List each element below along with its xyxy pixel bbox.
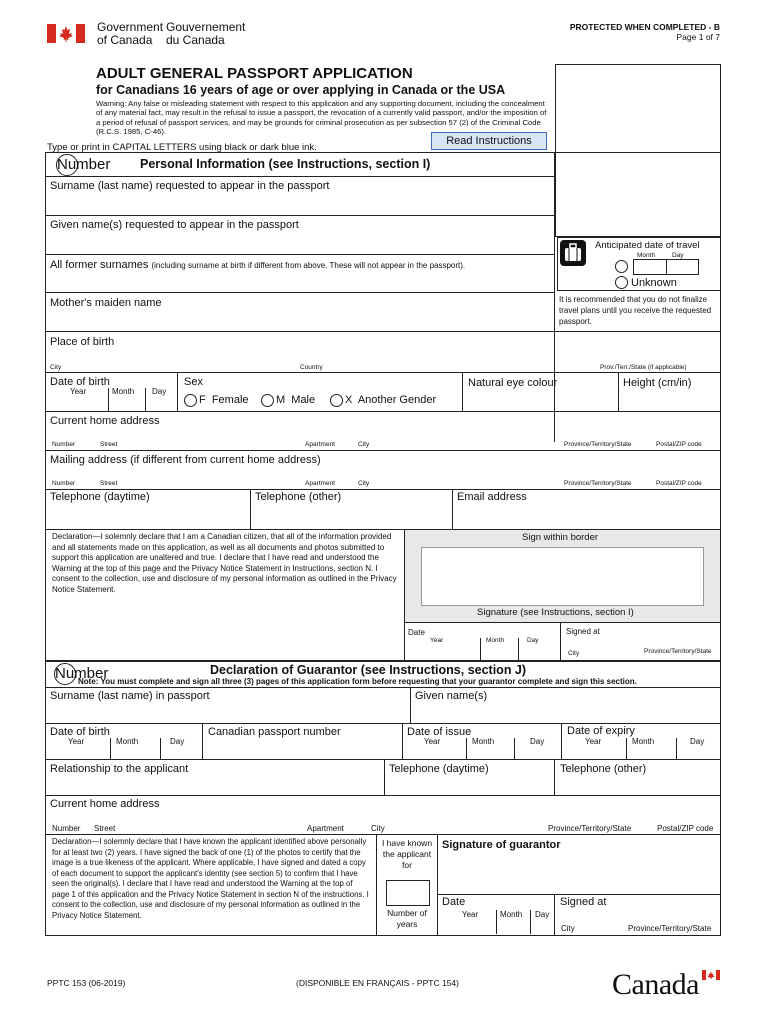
mail-postal-label: Postal/ZIP code bbox=[656, 480, 702, 487]
home-number-label: Number bbox=[52, 441, 76, 448]
num-years-line-1: Number of bbox=[387, 908, 427, 918]
former-surnames-label bbox=[50, 259, 465, 272]
g-city-label: City bbox=[371, 824, 385, 833]
mail-apartment-label: Apartment bbox=[305, 480, 335, 487]
tel-other-label: Telephone (other) bbox=[255, 491, 342, 503]
sex-male-label: M Male bbox=[276, 394, 316, 406]
french-version-note: (DISPONIBLE EN FRANÇAIS - PPTC 154) bbox=[296, 978, 459, 988]
height-field[interactable] bbox=[620, 390, 720, 410]
g-province-label: Province/Territory/State bbox=[548, 824, 632, 833]
travel-day-label: Day bbox=[672, 252, 684, 259]
g-dob-day-label: Day bbox=[170, 737, 185, 746]
g-issue-year-label: Year bbox=[424, 737, 441, 746]
canada-wordmark bbox=[612, 968, 722, 1002]
g-issue-day-label: Day bbox=[530, 737, 545, 746]
type-print-instruction: Type or print in CAPITAL LETTERS using black or dark blue ink. bbox=[47, 142, 317, 153]
dob-month-label: Month bbox=[112, 387, 135, 396]
g-passport-field[interactable] bbox=[204, 738, 400, 759]
form-code: PPTC 153 (06-2019) bbox=[47, 978, 126, 988]
tel-day-label: Telephone (daytime) bbox=[50, 491, 150, 503]
travel-month-label: Month bbox=[637, 252, 656, 259]
eye-colour-label: Natural eye colour bbox=[468, 377, 558, 389]
home-address-field[interactable] bbox=[46, 427, 720, 439]
g-given-label: Given name(s) bbox=[415, 690, 488, 702]
g-street-label: Street bbox=[94, 824, 116, 833]
section2-title: Declaration of Guarantor (see Instructions, section J) bbox=[210, 663, 527, 677]
g-issue-field[interactable] bbox=[404, 747, 558, 759]
gov-en-1: Government bbox=[97, 20, 164, 34]
g-dob-label: Date of birth bbox=[50, 726, 110, 738]
read-instructions-button[interactable]: Read Instructions bbox=[431, 132, 547, 150]
mail-city-label: City bbox=[358, 480, 370, 487]
g-tel-other-label: Telephone (other) bbox=[560, 763, 647, 775]
height-label bbox=[623, 377, 691, 389]
travel-unknown-label: Unknown bbox=[631, 277, 677, 289]
mail-street-label: Street bbox=[100, 480, 118, 487]
maiden-name-label: Mother's maiden name bbox=[50, 297, 162, 309]
g-expiry-day-label: Day bbox=[690, 737, 705, 746]
eye-colour-field[interactable] bbox=[464, 390, 616, 410]
maiden-name-field[interactable] bbox=[46, 309, 553, 329]
former-surnames-text: All former surnames bbox=[50, 259, 149, 271]
known-label bbox=[378, 838, 436, 871]
g-number-label: Number bbox=[52, 824, 81, 833]
g-passport-label: Canadian passport number bbox=[208, 726, 341, 738]
g-sig-year-label: Year bbox=[462, 910, 479, 919]
gov-en-2: of Canada bbox=[97, 33, 153, 47]
signature-label: Signature (see Instructions, section I) bbox=[477, 607, 634, 618]
signed-city-label: City bbox=[568, 650, 580, 657]
wordmark-flag-icon bbox=[702, 970, 720, 980]
home-province-label: Province/Territory/State bbox=[564, 441, 632, 448]
travel-note: It is recommended that you do not finalize travel plans until you receive the requested passport. bbox=[559, 295, 712, 326]
height-unit: (cm/in) bbox=[657, 377, 692, 389]
canada-wordmark-text: Canada bbox=[612, 968, 699, 1001]
sex-x-label: X Another Gender bbox=[345, 394, 437, 406]
travel-unknown-radio[interactable] bbox=[615, 276, 628, 289]
gov-en bbox=[97, 21, 163, 47]
g-address-label: Current home address bbox=[50, 798, 160, 810]
given-names-field[interactable] bbox=[46, 231, 553, 253]
g-expiry-label: Date of expiry bbox=[567, 725, 635, 737]
warning-text: Warning: Any false or misleading statement with respect to this application and any supporting document, including the concealment of any material fact, may result in the refusal to issue a passport, the revocation of a currently valid passport, and/or the imposition of a period of refusal of passport services, and may be grounds for criminal prosecution as per subsection 57 (2) of the Criminal Code (R.C.S. 1985, C-46). bbox=[96, 99, 547, 136]
g-sig-month-label: Month bbox=[500, 910, 523, 919]
g-expiry-year-label: Year bbox=[585, 737, 602, 746]
protected-label: PROTECTED WHEN COMPLETED - B bbox=[569, 22, 720, 32]
g-dob-month-label: Month bbox=[116, 737, 139, 746]
mailing-address-label: Mailing address (if different from current home address) bbox=[50, 454, 321, 466]
known-years-field[interactable] bbox=[386, 880, 430, 906]
place-birth-label: Place of birth bbox=[50, 336, 115, 348]
tel-other-field[interactable] bbox=[252, 503, 450, 528]
g-sig-day-label: Day bbox=[535, 910, 550, 919]
gov-fr-2: du Canada bbox=[166, 33, 225, 47]
g-dob-year-label: Year bbox=[68, 737, 85, 746]
dob-day-label: Day bbox=[152, 387, 167, 396]
mail-province-label: Province/Territory/State bbox=[564, 480, 632, 487]
num-years-line-2: years bbox=[396, 919, 418, 929]
known-line-2: the applicant bbox=[382, 849, 432, 859]
g-signed-prov-label: Province/Territory/State bbox=[628, 924, 712, 933]
g-signed-city-label: City bbox=[561, 924, 575, 933]
gov-fr bbox=[166, 21, 245, 47]
sex-x-radio[interactable] bbox=[330, 394, 343, 407]
g-relationship-label: Relationship to the applicant bbox=[50, 763, 189, 775]
section1-title: Personal Information (see Instructions, section I) bbox=[140, 157, 431, 171]
section2-note: Note: You must complete and sign all three (3) pages of this application form before requesting that your guarantor complete and sign this section. bbox=[78, 677, 637, 686]
luggage-icon bbox=[560, 240, 586, 266]
sex-label: Sex bbox=[184, 376, 203, 388]
anticipated-travel-label: Anticipated date of travel bbox=[595, 240, 700, 251]
home-city-label: City bbox=[358, 441, 370, 448]
g-postal-label: Postal/ZIP code bbox=[657, 824, 714, 833]
g-given-field[interactable] bbox=[412, 702, 720, 722]
sex-female-radio[interactable] bbox=[184, 394, 197, 407]
surname-label: Surname (last name) requested to appear in the passport bbox=[50, 180, 330, 192]
form-subtitle: for Canadians 16 years of age or over applying in Canada or the USA bbox=[96, 83, 506, 97]
g-issue-month-label: Month bbox=[472, 737, 495, 746]
former-surnames-field[interactable] bbox=[46, 272, 553, 290]
sex-female-label: F Female bbox=[199, 394, 249, 406]
known-line-3: for bbox=[402, 860, 412, 870]
home-street-label: Street bbox=[100, 441, 118, 448]
sex-male-radio[interactable] bbox=[261, 394, 274, 407]
sign-within-label: Sign within border bbox=[522, 532, 599, 543]
form-title: ADULT GENERAL PASSPORT APPLICATION bbox=[96, 65, 413, 82]
g-apartment-label: Apartment bbox=[307, 824, 344, 833]
section1-number: Number bbox=[56, 154, 78, 176]
travel-date-radio[interactable] bbox=[615, 260, 628, 273]
surname-field[interactable] bbox=[46, 192, 553, 214]
g-sig-date-label: Date bbox=[442, 896, 466, 908]
email-label: Email address bbox=[457, 491, 527, 503]
gov-fr-1: Gouvernement bbox=[166, 20, 246, 34]
page-number: Page 1 of 7 bbox=[676, 32, 720, 42]
mail-number-label: Number bbox=[52, 480, 76, 487]
g-dob-field[interactable] bbox=[46, 747, 198, 759]
guarantor-declaration: Declaration—I solemnly declare that I have known the applicant identified above personally for at least two (2) years. I have signed the back of one (1) of the photos to certify that the image is a true likeness of the applicant. Where applicable, I have signed and dated a copy of each document to support the applicant's identity (see section 5) to confirm that I have seen the original(s). I declare that I have read and understood the Warning at the top of page 1 of this application and the Privacy Notice Statement in section N of the instructions. I consent to the collection, use and disclosure of my personal information as outlined in the Privacy Notice Statement. bbox=[52, 837, 369, 920]
dob-field[interactable] bbox=[48, 396, 174, 410]
g-address-field[interactable] bbox=[46, 810, 720, 822]
sig-month-label: Month bbox=[486, 637, 505, 644]
home-address-label: Current home address bbox=[50, 415, 160, 427]
home-apartment-label: Apartment bbox=[305, 441, 335, 448]
applicant-declaration: Declaration—I solemnly declare that I am a Canadian citizen, that all of the information provided and all statements made on this application, as well as all documents and photos submitted to support this application are unaltered and true. I declare that I have read and understood the Warning at the top of this page and the Privacy Notice Statement in Instructions, section N. I consent to the collection, use and disclosure of my personal information as outlined in the Privacy Notice Statement. bbox=[52, 532, 397, 594]
g-signed-at-label: Signed at bbox=[560, 896, 607, 908]
place-birth-field[interactable] bbox=[46, 348, 720, 362]
g-relationship-field[interactable] bbox=[46, 775, 382, 793]
dob-year-label: Year bbox=[70, 387, 87, 396]
sig-guarantor-label: Signature of guarantor bbox=[442, 839, 561, 851]
given-names-label: Given name(s) requested to appear in the passport bbox=[50, 219, 299, 231]
g-tel-day-field[interactable] bbox=[386, 775, 552, 793]
g-tel-day-label: Telephone (daytime) bbox=[389, 763, 489, 775]
mailing-address-field[interactable] bbox=[46, 466, 720, 478]
section2-number: Number bbox=[54, 663, 76, 685]
g-expiry-field[interactable] bbox=[563, 747, 720, 759]
signed-at-label: Signed at bbox=[566, 627, 600, 636]
g-issue-label: Date of issue bbox=[407, 726, 472, 738]
pob-country-label: Country bbox=[300, 364, 323, 371]
g-surname-label: Surname (last name) in passport bbox=[50, 690, 210, 702]
former-surnames-note: (including surname at birth if different from above. These will not appear in the passport). bbox=[151, 261, 466, 270]
sig-date-field[interactable] bbox=[406, 645, 556, 659]
tel-day-field[interactable] bbox=[46, 503, 248, 528]
g-tel-other-field[interactable] bbox=[556, 775, 720, 793]
home-postal-label: Postal/ZIP code bbox=[656, 441, 702, 448]
g-surname-field[interactable] bbox=[46, 702, 408, 722]
pob-prov-label: Prov./Terr./State (if applicable) bbox=[600, 364, 687, 371]
signed-prov-label: Province/Territory/State bbox=[644, 648, 712, 655]
dob-label: Date of birth bbox=[50, 376, 110, 388]
guarantor-signature-field[interactable] bbox=[438, 853, 720, 893]
known-line-1: I have known bbox=[381, 838, 433, 848]
sig-year-label: Year bbox=[430, 637, 444, 644]
g-expiry-month-label: Month bbox=[632, 737, 655, 746]
email-field[interactable] bbox=[454, 503, 720, 528]
canada-flag-logo bbox=[47, 24, 85, 43]
height-text: Height bbox=[623, 377, 655, 389]
sig-day-label: Day bbox=[527, 637, 539, 644]
applicant-signature-field[interactable] bbox=[421, 547, 704, 606]
num-years-label bbox=[378, 908, 436, 930]
pob-city-label: City bbox=[50, 364, 62, 371]
sig-date-label: Date bbox=[408, 628, 425, 637]
g-signed-at-field[interactable] bbox=[556, 908, 720, 920]
